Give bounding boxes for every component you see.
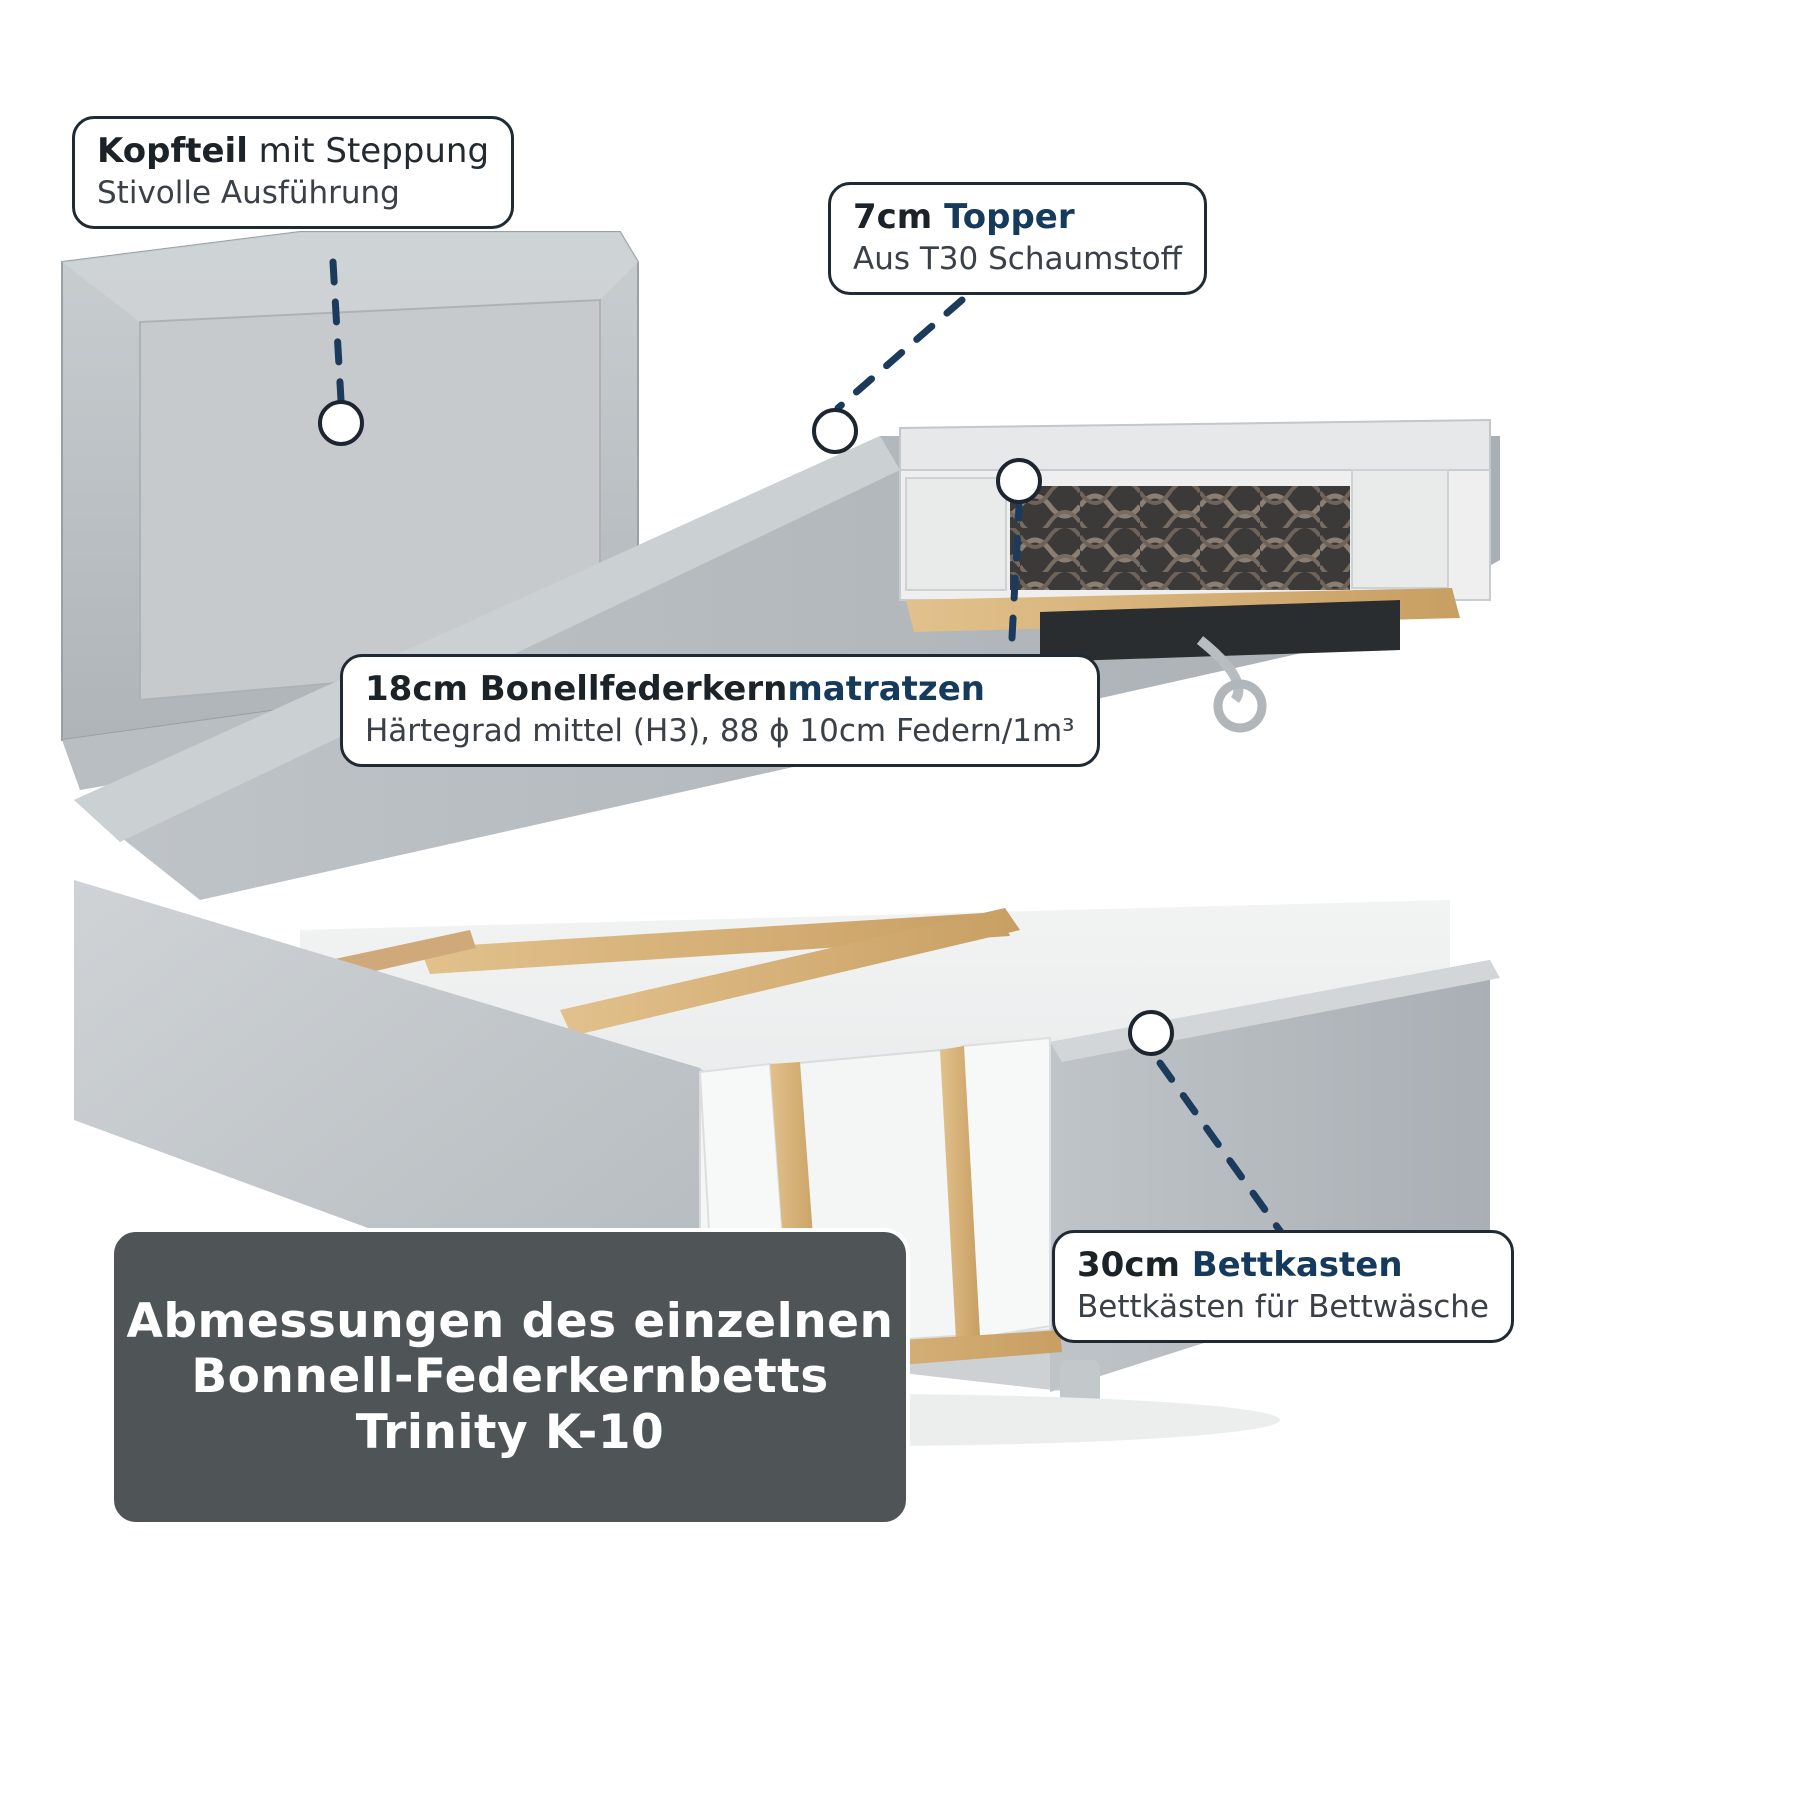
product-title-line2: Bonnell-Federkernbetts [191, 1349, 829, 1405]
callout-bettkasten-title-rest: Bettkasten [1179, 1245, 1403, 1285]
product-title-line3: Trinity K-10 [355, 1404, 665, 1460]
product-title-box [110, 1228, 910, 1526]
callout-topper-title-rest: Topper [932, 197, 1075, 237]
marker-dot-topper[interactable] [812, 408, 858, 454]
callout-bettkasten [1052, 1230, 1514, 1343]
callout-matratze-title [365, 669, 1075, 709]
callout-matratze [340, 654, 1100, 767]
callout-matratze-title-rest: matratzen [787, 669, 985, 709]
callout-matratze-title-bold: 18cm Bonellfederkern [365, 669, 788, 709]
callout-bettkasten-title-bold: 30cm [1077, 1245, 1180, 1285]
marker-dot-matratze[interactable] [996, 458, 1042, 504]
callout-matratze-subtitle: Härtegrad mittel (H3), 88 ɸ 10cm Federn/1m³ [365, 713, 1075, 750]
callout-kopfteil [72, 116, 514, 229]
marker-dot-bettkasten[interactable] [1128, 1010, 1174, 1056]
callout-kopfteil-title-bold: Kopfteil [97, 131, 248, 171]
product-title-line1: Abmessungen des einzelnen [126, 1293, 894, 1349]
callout-bettkasten-subtitle: Bettkästen für Bettwäsche [1077, 1289, 1490, 1326]
callout-topper-title [853, 197, 1182, 237]
callout-topper-title-bold: 7cm [853, 197, 933, 237]
callout-kopfteil-subtitle: Stivolle Ausführung [97, 175, 400, 212]
callout-kopfteil-title-rest: mit Steppung [247, 131, 490, 171]
leader-topper [838, 300, 962, 408]
callout-topper-subtitle: Aus T30 Schaumstoff [853, 241, 1182, 278]
marker-dot-kopfteil[interactable] [318, 400, 364, 446]
callout-bettkasten-title [1077, 1245, 1489, 1285]
callout-kopfteil-title [97, 131, 489, 171]
callout-topper [828, 182, 1207, 295]
